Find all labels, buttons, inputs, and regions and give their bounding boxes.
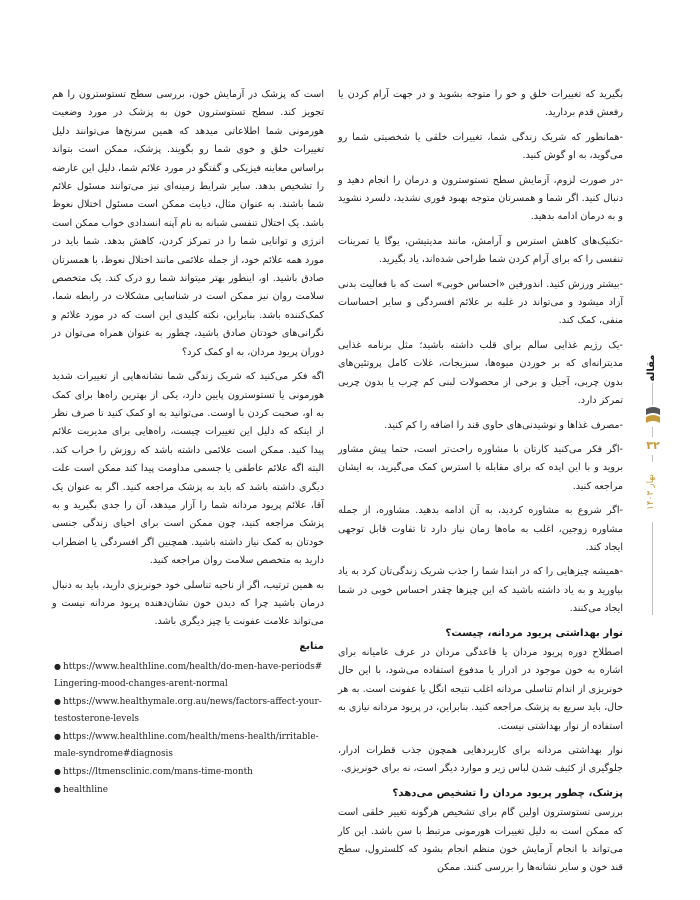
bullet-icon: ●	[54, 732, 61, 742]
source-url[interactable]: https://www.healthymale.org.au/news/factors-affect-your-testosterone-levels	[54, 697, 322, 725]
paragraph: -یک رژیم غذایی سالم برای قلب داشته باشید؛ مثل برنامه غذایی مدیترانه‌ای که بر خوردن میوه‌ها، سبزیجات، غلات کامل پروتئین‌های بدون چربی، آجیل و برخی از محصولات لبنی کم چرب یا بدون چربی تمرکز دارد.	[338, 339, 623, 407]
issue-label: بهار ۱۴۰۳	[646, 462, 660, 522]
paragraph: -تکنیک‌های کاهش استرس و آرامش، مانند مدیتیشن، یوگا یا تمرینات تنفسی را که برای آرام کردن شما طراحی شده‌اند، یاد بگیرید.	[338, 235, 623, 266]
source-url[interactable]: https://www.healthline.com/health/mens-health/irritable-male-syndrome#diagnosis	[54, 732, 319, 760]
paragraph: -اگر شروع به مشاوره کردید، به آن ادامه بدهید. مشاوره، از جمله مشاوره زوجین، اغلب به ماه‌ها زمان نیاز دارد تا تفاوت قابل توجهی ایجاد کند.	[338, 505, 623, 553]
bullet-icon: ●	[54, 767, 61, 777]
paragraph: اصطلاح دوره پریود مردان یا قاعدگی مردان در عرف عامیانه برای اشاره به خون موجود در ادرار یا مدفوع استفاده می‌شود، با این حال خونریزی از اندام تناسلی مردانه اغلب نتیجه انگل یا عفونت است. به هر حال، باید سریع به پزشک مراجعه کنید. بنابراین، در پریود مردانه نیازی به استفاده از نوار بهداشتی نیست.	[338, 646, 623, 732]
bullet-icon: ●	[54, 785, 61, 795]
right-column	[338, 86, 623, 884]
paragraph: -مصرف غذاها و نوشیدنی‌های حاوی قند را اضافه را کم کنید.	[384, 419, 623, 431]
paragraph: -در صورت لزوم، آزمایش سطح تستوسترون و درمان را انجام دهید و دنبال کنید. اگر شما و همسرتان متوجه بهبود فوری نشدید، دلسرد نشوید و به درمان ادامه بدهید.	[338, 174, 623, 223]
paragraph: اگه فکر می‌کنید که شریک زندگی شما نشانه‌هایی از تغییرات شدید هورمونی یا تستوسترون پایین دارد، یکی از بهترین راه‌ها برای کمک به او، صحبت کردن با اوست. می‌توانید به او کمک کنید تا صرف نظر از اینکه که دلیل این تغییرات چیست، راه‌هایی برای مدیریت علائم پیدا کنید. ممکن است علائمی داشته باشد که روزش را خراب کند. البته اگه علائم عاطفی یا جسمی مداومت پیدا کند ممکن است علت دیگری داشته باشد که باید به پزشک مراجعه کنید. اگر به عنوان یک آقا، علائم پریود مردانه شما را آزار میدهد، آن را جدی بگیرید و به پزشک مراجعه کنید، چون ممکن است برای احیای زندگی جنسی خودتان به کمک نیاز داشته باشید. همچنین اگر افسردگی یا اضطراب دارید به متخصص سلامت روان مراجعه کنید.	[52, 371, 324, 567]
source-link[interactable]	[52, 728, 324, 763]
section-label: مقاله	[646, 353, 660, 383]
paragraph: -همانطور که شریک زندگی شما، تغییرات خلقی یا شخصیتی شما رو می‌گوید، به او گوش کنید.	[338, 131, 623, 162]
source-link[interactable]	[52, 658, 324, 693]
source-url[interactable]: https://ltmensclinic.com/mans-time-month	[62, 767, 253, 778]
source-link[interactable]	[52, 693, 324, 728]
paragraph: است که پزشک در آزمایش خون، بررسی سطح تستوسترون را هم تجویز کند. سطح تستوسترون خون به پزشک در مورد وضعیت هورمونی شما اطلاعاتی میدهد که همین سرنخ‌ها می‌توانند دلیل تغییرات خلق و خوی شما رو بگویند. پزشک، ممکن است بتواند براساس معاینه فیزیکی و گفتگو در مورد علائم شما، دلیل این عارضه را تشخیص بدهد. سایر شرایط زمینه‌ای نیز می‌توانند مسئول علائم شما باشند. به عنوان مثال، دیابت ممکن است مسئول اختلال نعوظ باشد. یک اختلال تنفسی شبانه به نام آپنه انسدادی خواب ممکن است انرژی و توانایی شما را در تمرکز کردن، کاهش بدهد. شما باید در مورد همه علائم خود، از جمله علائمی مانند اختلال نعوظ، با همسرتان صادق باشید. او، اینطور بهتر میتواند شما رو درک کند. یک متخصص سلامت روان نیز ممکن است در شناسایی مشکلات در رابطه شما، کمک‌کننده باشد. بنابراین، نکته کلیدی این است که در مورد علائم و نگرانی‌های خودتان صادق باشید، چطور به عنوان همراه می‌توان در دوران پریود مردان، به او کمک کرد؟	[52, 89, 324, 358]
source-url[interactable]: https://www.healthline.com/health/do-men-have-periods#Lingering-mood-changes-arent-normal	[54, 662, 323, 690]
paragraph: -همیشه چیزهایی را که در ابتدا شما را جذب شریک زندگی‌تان کرد به یاد بیاورید و به یاد داشته باشید که این چیزها چقدر احساس خوبی در شما ایجاد می‌کنند.	[338, 566, 623, 615]
section-heading: پزشک، چطور پریود مردان را تشخیص می‌دهد؟	[392, 787, 623, 799]
paragraph: بگیرید که تغییرات خلق و خو را متوجه بشوید و در جهت آرام کردن یا رفعش قدم بردارید.	[338, 89, 623, 119]
paragraph: -اگر فکر می‌کنید کارتان با مشاوره راحت‌تر است، حتما پیش مشاور بروید و با این ایده که برای مقابله با استرس کمک می‌گیرید، به ایشان مراجعه کنید.	[338, 443, 623, 492]
section-heading: نوار بهداشتی پریود مردانه، چیست؟	[445, 627, 623, 639]
paragraph: بررسی تستوسترون اولین گام برای تشخیص هرگونه تغییر خلقی است که ممکن است به دلیل تغییرات هورمونی مرتبط با سن باشد. این کار می‌تواند با انجام آزمایش خون منظم انجام بشود که کلسترول، سطح قند خون و سایر نشانه‌ها را بررسی کنند. ممکن	[338, 807, 623, 874]
sources-title: منابع	[299, 640, 324, 652]
paragraph: نوار بهداشتی مردانه برای کاربردهایی همچون جذب قطرات ادرار، جلوگیری از کثیف شدن لباس زیر و موارد دیگر است، نه برای خونریزی.	[338, 745, 623, 775]
left-column	[52, 86, 324, 799]
source-link[interactable]	[52, 763, 324, 781]
source-link[interactable]	[52, 781, 324, 799]
bullet-icon: ●	[54, 662, 61, 672]
magazine-logo-icon	[643, 405, 663, 427]
paragraph: -بیشتر ورزش کنید. اندورفین «احساس خوبی» است که با فعالیت بدنی آزاد میشود و می‌تواند در غلبه بر علائم افسردگی و سایر احساسات منفی، کمک کند.	[338, 278, 623, 327]
paragraph: به همین ترتیب، اگر از ناحیه تناسلی خود خونریزی دارید، باید به دنبال درمان باشید چرا که دیدن خون نشان‌دهنده پریود مردانه نیست و می‌تواند علامت عفونت یا چیز دیگری باشد.	[52, 579, 324, 628]
page-sidebar	[636, 355, 670, 615]
sources-list	[52, 658, 324, 799]
page-number: ۳۲	[641, 437, 665, 455]
bullet-icon: ●	[54, 697, 61, 707]
source-url[interactable]: healthline	[62, 785, 109, 796]
